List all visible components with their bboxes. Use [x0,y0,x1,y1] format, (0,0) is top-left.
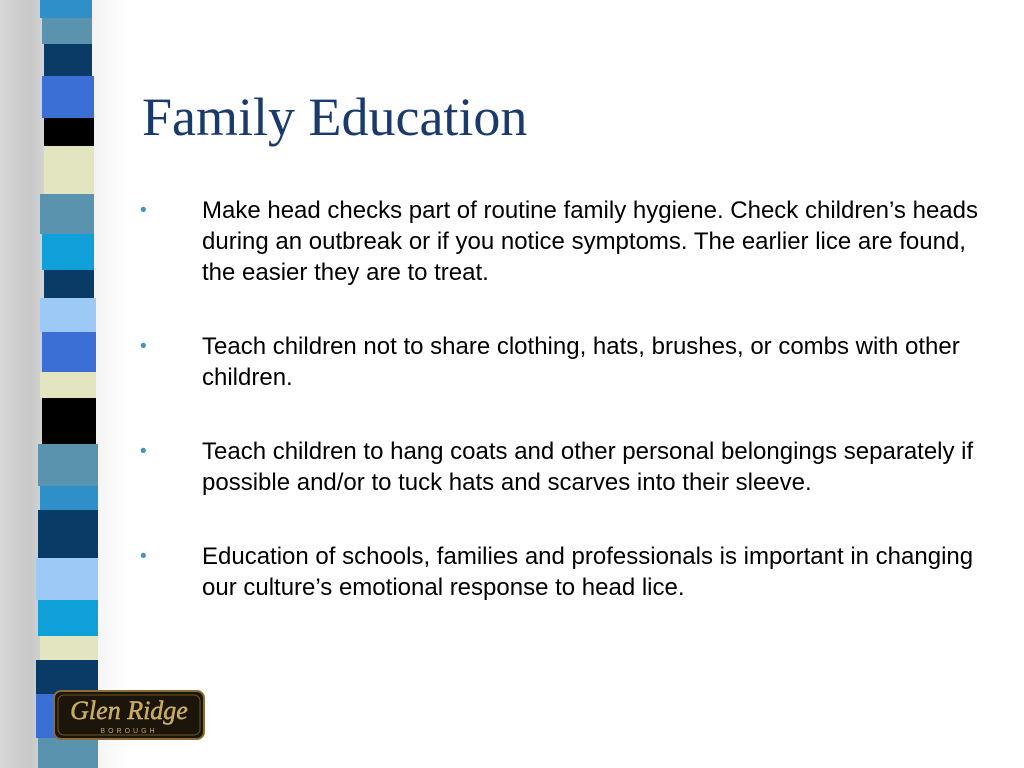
stripe-band [42,398,96,444]
glen-ridge-borough-logo [53,690,205,740]
bullet-list [140,195,1000,603]
stripe-band [44,118,94,146]
bullet-item [140,541,1000,603]
bullet-item [140,331,1000,393]
decorative-stripe-column [0,0,100,768]
bullet-marker: • [140,546,147,567]
logo-name: Glen Ridge [70,696,188,725]
stripe-band [40,194,94,234]
bullet-marker: • [140,336,147,357]
bullet-text: Education of schools, families and professionals is important in changing our culture’s emotional response to head lice. [202,543,974,601]
stripe-band [38,444,98,486]
logo-graphic [55,692,203,738]
stripe-band [42,332,96,372]
stripe-band [38,510,98,558]
slide-title: Family Education [142,87,528,147]
bullet-marker: • [140,441,147,462]
stripe-band [40,372,96,398]
stripe-band [40,486,98,510]
stripe-band [42,18,92,44]
stripe-band [44,44,92,76]
bullet-marker: • [140,200,147,221]
stripe-band [42,76,94,118]
stripe-band [38,738,98,768]
stripe-band [38,600,98,636]
stripe-band [42,234,94,270]
bullet-text: Make head checks part of routine family hygiene. Check children’s heads during an outbreak or if you notice symptoms. The earlier lice are found, the easier they are to treat. [202,197,978,286]
stripe-band [40,636,98,660]
logo-subtitle: BOROUGH [100,728,158,735]
bullet-text: Teach children to hang coats and other personal belongings separately if possible and/or to tuck hats and scarves into their sleeve. [202,438,974,496]
stripe-band [40,298,96,332]
stripe-band [44,270,94,298]
bullet-text: Teach children not to share clothing, hats, brushes, or combs with other children. [202,333,960,391]
stripe-band [40,0,92,18]
bullet-item [140,436,1000,498]
stripe-band [36,558,98,600]
stripe-band [44,146,94,194]
stripe-band [36,660,98,694]
bullet-item [140,195,1000,288]
